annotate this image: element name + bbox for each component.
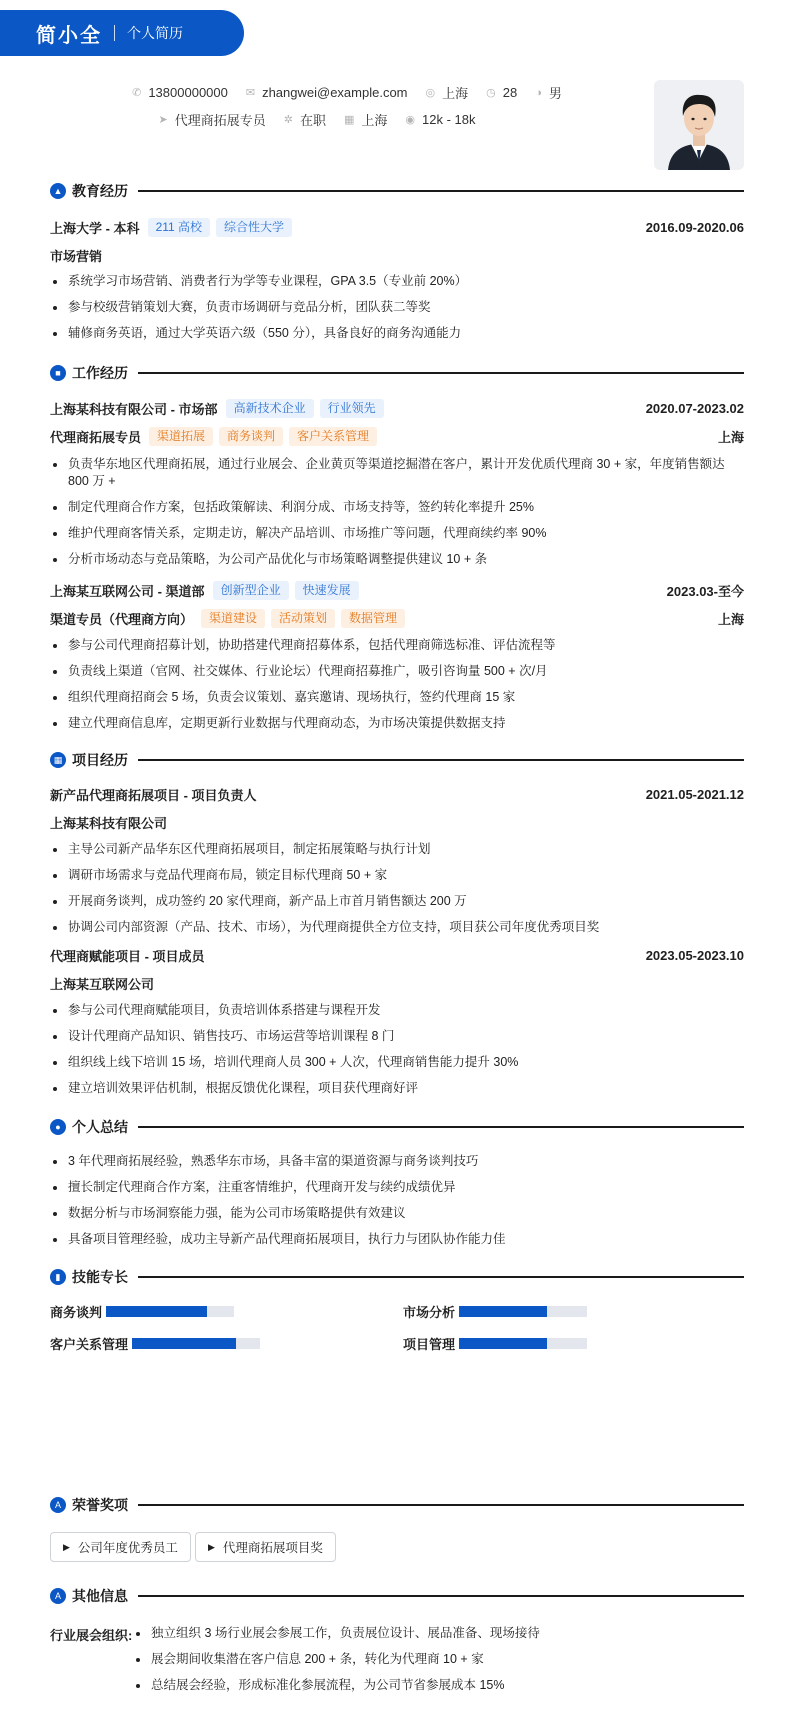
skill-tag: 数据管理	[341, 609, 405, 628]
list-item: 负责线上渠道（官网、社交媒体、行业论坛）代理商招募推广，吸引咨询量 500 + 次/月	[50, 663, 744, 680]
skill-label: 客户关系管理	[50, 1337, 129, 1352]
tag: 高新技术企业	[226, 399, 314, 418]
job-entry	[50, 399, 744, 418]
location-text: 上海	[442, 86, 469, 101]
tag: 创新型企业	[213, 581, 289, 600]
section-divider	[138, 1595, 744, 1597]
info-icon: A	[50, 1588, 66, 1604]
target-city-text: 上海	[361, 113, 388, 128]
play-icon: ▶	[208, 1541, 215, 1552]
skill-bar-fill	[106, 1306, 207, 1317]
skill-bar-fill	[459, 1306, 547, 1317]
summary-bullets	[50, 1153, 744, 1257]
section-title: 荣誉奖项	[72, 1497, 128, 1513]
list-item: 数据分析与市场洞察能力强，能为公司市场策略提供有效建议	[50, 1205, 744, 1222]
section-divider	[138, 1126, 744, 1128]
skill-bar-fill	[459, 1338, 547, 1349]
email-text: zhangwei@example.com	[262, 85, 408, 100]
skill-bar-fill	[132, 1338, 236, 1349]
avatar-portrait	[654, 80, 744, 170]
date-range: 2023.03-至今	[666, 584, 744, 599]
list-item: 建立代理商信息库，定期更新行业数据与代理商动态，为市场决策提供数据支持	[50, 715, 744, 732]
age-item	[486, 85, 517, 100]
list-item: 辅修商务英语，通过大学英语六级（550 分），具备良好的商务沟通能力	[50, 325, 744, 342]
job-target-text: 代理商拓展专员	[174, 113, 266, 128]
section-title: 技能专长	[72, 1269, 128, 1285]
project-bullets	[50, 841, 744, 945]
section-title: 工作经历	[72, 365, 128, 381]
date-range: 2023.05-2023.10	[645, 948, 744, 963]
tag: 211 高校	[148, 218, 210, 237]
list-item: 参与校级营销策划大赛，负责市场调研与竞品分析，团队获二等奖	[50, 299, 744, 316]
send-icon: ➤	[158, 114, 168, 126]
resume-subtitle: 个人简历	[127, 25, 183, 41]
list-item: 维护代理商客情关系，定期走访，解决产品培训、市场推广等问题，代理商续约率 90%	[50, 525, 744, 542]
skill-tag: 渠道拓展	[149, 427, 213, 446]
list-item: 展会期间收集潜在客户信息 200 + 条，转化为代理商 10 + 家	[133, 1651, 743, 1668]
list-item: 具备项目管理经验，成功主导新产品代理商拓展项目，执行力与团队协作能力佳	[50, 1231, 744, 1248]
job-role-row	[50, 609, 744, 628]
list-item: 总结展会经验，形成标准化参展流程，为公司节省参展成本 15%	[133, 1677, 743, 1694]
job-role-row	[50, 427, 744, 446]
gender-text: 男	[548, 86, 562, 101]
date-range: 2021.05-2021.12	[645, 787, 744, 802]
skill-bar	[132, 1338, 260, 1349]
section-other-header	[50, 1585, 744, 1607]
project-org: 上海某科技有限公司	[50, 816, 168, 831]
list-item: 制定代理商合作方案，包括政策解读、利润分成、市场支持等，签约转化率提升 25%	[50, 499, 744, 516]
play-icon: ▶	[63, 1541, 70, 1552]
project-entry	[50, 946, 744, 965]
education-bullets	[50, 273, 744, 351]
phone-item	[132, 85, 228, 100]
phone-text: 13800000000	[148, 85, 228, 100]
skill-label: 市场分析	[403, 1305, 456, 1320]
project-bullets	[50, 1002, 744, 1106]
skill-tag: 活动策划	[271, 609, 335, 628]
section-title: 教育经历	[72, 183, 128, 199]
list-item: 独立组织 3 场行业展会参展工作，负责展位设计、展品准备、现场接待	[133, 1625, 743, 1642]
bar-chart-icon: ▮	[50, 1269, 66, 1285]
skill-bar	[106, 1306, 234, 1317]
gender-icon: ◑	[535, 86, 542, 99]
status-icon: ✲	[283, 114, 293, 126]
list-item: 参与公司代理商赋能项目，负责培训体系搭建与课程开发	[50, 1002, 744, 1019]
skill-label: 项目管理	[403, 1337, 456, 1352]
job-target-item	[159, 110, 266, 129]
salary-text: 12k - 18k	[422, 112, 476, 127]
section-education-header	[50, 180, 744, 202]
major: 市场营销	[50, 249, 103, 264]
section-divider	[138, 759, 744, 761]
other-bullets	[133, 1625, 743, 1703]
profile-photo	[654, 80, 744, 170]
section-divider	[138, 372, 744, 374]
section-skills-header	[50, 1266, 744, 1288]
skill-bar	[459, 1306, 587, 1317]
date-range: 2016.09-2020.06	[645, 220, 744, 235]
building-icon: ▦	[343, 114, 355, 126]
list-item: 分析市场动态与竞品策略，为公司产品优化与市场策略调整提供建议 10 + 条	[50, 551, 744, 568]
age-text: 28	[502, 85, 518, 100]
date-range: 2020.07-2023.02	[645, 401, 744, 416]
grid-icon: ▦	[50, 752, 66, 768]
section-projects-header	[50, 749, 744, 771]
header-banner	[0, 10, 244, 56]
skill-item	[403, 1334, 459, 1353]
list-item: 擅长制定代理商合作方案，注重客情维护，代理商开发与续约成绩优异	[50, 1179, 744, 1196]
education-entry	[50, 218, 744, 237]
list-item: 开展商务谈判，成功签约 20 家代理商，新产品上市首月销售额达 200 万	[50, 893, 744, 910]
skill-tag: 商务谈判	[219, 427, 283, 446]
project-name: 新产品代理商拓展项目 - 项目负责人	[50, 788, 257, 803]
status-text: 在职	[299, 113, 326, 128]
section-title: 项目经历	[72, 752, 128, 768]
skill-label: 商务谈判	[50, 1305, 103, 1320]
location-item	[426, 83, 469, 102]
skill-item	[50, 1302, 106, 1321]
section-divider	[138, 1276, 744, 1278]
other-label: 行业展会组织:	[50, 1628, 133, 1643]
tag: 行业领先	[320, 399, 384, 418]
award-icon: A	[50, 1497, 66, 1513]
project-org: 上海某互联网公司	[50, 977, 155, 992]
award-chip	[50, 1532, 191, 1562]
section-title: 其他信息	[72, 1588, 128, 1604]
list-item: 建立培训效果评估机制，根据反馈优化课程，项目获代理商好评	[50, 1080, 744, 1097]
list-item: 设计代理商产品知识、销售技巧、市场运营等培训课程 8 门	[50, 1028, 744, 1045]
graduation-cap-icon: ▲	[50, 183, 66, 199]
section-divider	[138, 190, 744, 192]
phone-icon: ✆	[132, 87, 142, 99]
gender-item	[535, 83, 562, 102]
section-summary-header	[50, 1116, 744, 1138]
list-item: 系统学习市场营销、消费者行为学等专业课程，GPA 3.5（专业前 20%）	[50, 273, 744, 290]
status-item	[284, 110, 326, 129]
header-divider	[114, 25, 115, 41]
section-divider	[138, 1504, 744, 1506]
skill-bar	[459, 1338, 587, 1349]
briefcase-icon: ■	[50, 365, 66, 381]
target-city-item	[344, 110, 387, 129]
list-item: 组织代理商招商会 5 场，负责会议策划、嘉宾邀请、现场执行，签约代理商 15 家	[50, 689, 744, 706]
user-icon: ●	[50, 1119, 66, 1135]
role-title: 渠道专员（代理商方向）	[50, 612, 194, 627]
job-entry	[50, 581, 744, 600]
list-item: 参与公司代理商招募计划，协助搭建代理商招募体系，包括代理商筛选标准、评估流程等	[50, 637, 744, 654]
award-label: 公司年度优秀员工	[77, 1541, 178, 1555]
skill-item	[50, 1334, 129, 1353]
list-item: 协调公司内部资源（产品、技术、市场），为代理商提供全方位支持，项目获公司年度优秀项目奖	[50, 919, 744, 936]
mail-icon: ✉	[245, 87, 256, 99]
project-name: 代理商赋能项目 - 项目成员	[50, 949, 205, 964]
salary-item	[405, 112, 475, 127]
list-item: 主导公司新产品华东区代理商拓展项目，制定拓展策略与执行计划	[50, 841, 744, 858]
calendar-icon: ◷	[486, 87, 496, 99]
skill-tag: 渠道建设	[201, 609, 265, 628]
job-bullets	[50, 456, 744, 577]
award-label: 代理商拓展项目奖	[222, 1541, 323, 1555]
list-item: 调研市场需求与竞品代理商布局，锁定目标代理商 50 + 家	[50, 867, 744, 884]
tag: 综合性大学	[216, 218, 292, 237]
job-city: 上海	[717, 612, 744, 627]
list-item: 负责华东地区代理商拓展，通过行业展会、企业黄页等渠道挖掘潜在客户，累计开发优质代理商 30 + 家，年度销售额达 800 万 +	[50, 456, 744, 490]
school-name: 上海大学 - 本科	[50, 221, 140, 236]
section-title: 个人总结	[72, 1119, 128, 1135]
skill-tag: 客户关系管理	[289, 427, 377, 446]
list-item: 组织线上线下培训 15 场，培训代理商人员 300 + 人次，代理商销售能力提升 30%	[50, 1054, 744, 1071]
company-name: 上海某科技有限公司 - 市场部	[50, 402, 218, 417]
award-chip	[195, 1532, 336, 1562]
coin-icon: ◉	[405, 114, 415, 126]
role-title: 代理商拓展专员	[50, 430, 142, 445]
location-icon: ◎	[425, 87, 436, 99]
tag: 快速发展	[295, 581, 359, 600]
project-entry	[50, 785, 744, 804]
job-bullets	[50, 637, 744, 741]
skill-item	[403, 1302, 459, 1321]
list-item: 3 年代理商拓展经验，熟悉华东市场，具备丰富的渠道资源与商务谈判技巧	[50, 1153, 744, 1170]
section-work-header	[50, 362, 744, 384]
job-city: 上海	[717, 430, 744, 445]
email-item	[246, 85, 408, 100]
section-awards-header	[50, 1494, 744, 1516]
company-name: 上海某互联网公司 - 渠道部	[50, 584, 205, 599]
candidate-name: 简小全	[36, 24, 102, 47]
